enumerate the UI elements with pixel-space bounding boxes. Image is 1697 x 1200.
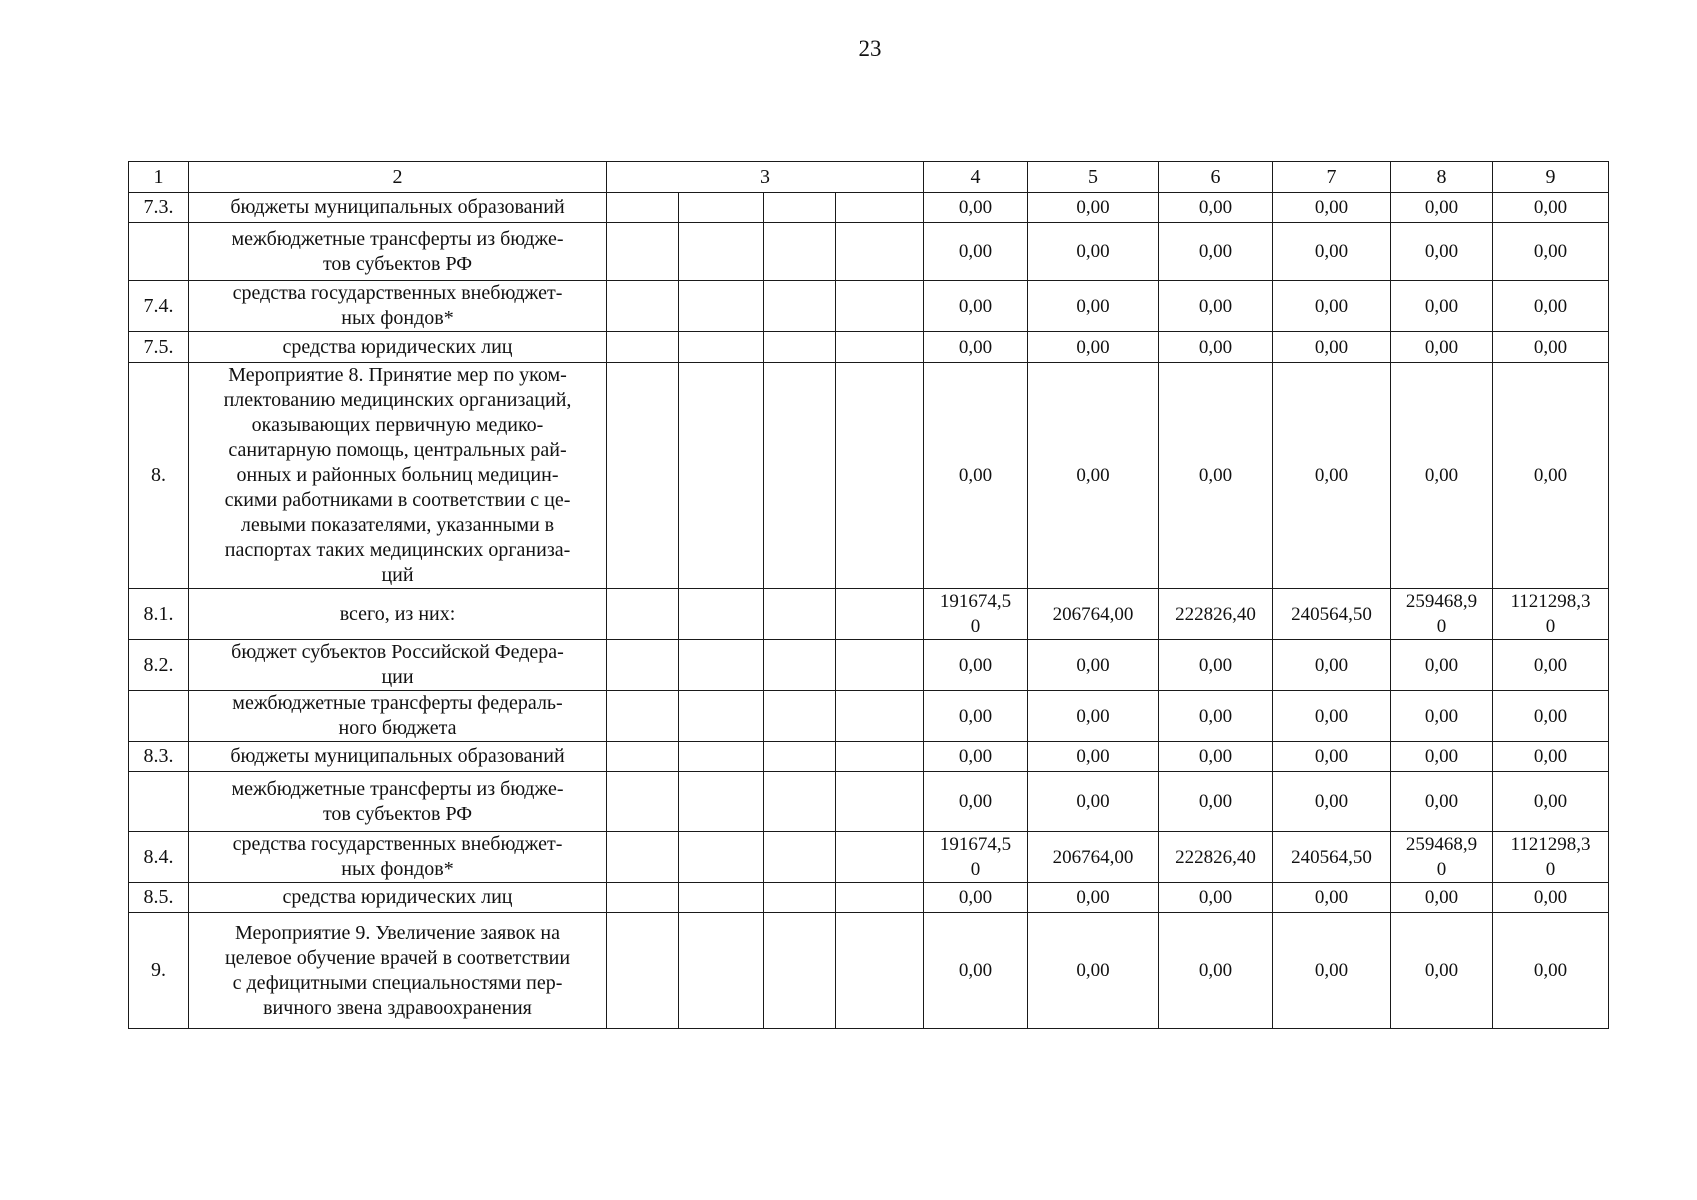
value-cell-col-7: 0,00 <box>1273 193 1391 223</box>
description-line: бюджеты муниципальных образований <box>230 745 565 767</box>
row-description-cell <box>189 193 607 223</box>
table-row <box>129 691 1609 742</box>
description-line: плектованию медицинских организаций, <box>223 389 572 411</box>
description-line: межбюджетные трансферты федераль- <box>232 692 563 714</box>
empty-subcell <box>607 883 679 913</box>
value-cell-col-6: 0,00 <box>1159 640 1273 691</box>
value-line: 0 <box>970 616 981 637</box>
description-line: тов субъектов РФ <box>322 252 473 275</box>
empty-subcell <box>836 332 924 363</box>
value-cell-col-8 <box>1391 589 1493 640</box>
empty-subcell <box>679 883 764 913</box>
value-cell-col-6: 0,00 <box>1159 883 1273 913</box>
empty-subcell <box>764 772 836 832</box>
description-line: оказывающих первичную медико- <box>251 414 544 436</box>
description-line: тов субъектов РФ <box>322 802 473 825</box>
empty-subcell <box>764 832 836 883</box>
value-cell-col-9 <box>1493 589 1609 640</box>
value-cell-col-5: 0,00 <box>1028 640 1159 691</box>
row-description-cell <box>189 691 607 742</box>
value-cell-col-9: 0,00 <box>1493 363 1609 589</box>
value-line: 0 <box>1545 616 1556 637</box>
value-cell-col-8: 0,00 <box>1391 742 1493 772</box>
table-row <box>129 913 1609 1029</box>
row-description-cell <box>189 742 607 772</box>
description-line: всего, из них: <box>339 602 456 625</box>
empty-subcell <box>679 193 764 223</box>
empty-subcell <box>679 913 764 1029</box>
table-row <box>129 223 1609 281</box>
empty-subcell <box>679 691 764 742</box>
row-number-cell: 8.2. <box>129 640 189 691</box>
empty-subcell <box>764 363 836 589</box>
empty-subcell <box>764 332 836 363</box>
value-cell-col-4: 0,00 <box>924 363 1028 589</box>
empty-subcell <box>764 691 836 742</box>
empty-subcell <box>836 193 924 223</box>
value-cell-col-5: 0,00 <box>1028 193 1159 223</box>
table-row <box>129 640 1609 691</box>
value-cell-col-6: 0,00 <box>1159 772 1273 832</box>
row-description-cell <box>189 883 607 913</box>
value-cell-col-6: 222826,40 <box>1159 589 1273 640</box>
row-number-cell <box>129 772 189 832</box>
empty-subcell <box>764 883 836 913</box>
value-cell-col-5: 0,00 <box>1028 772 1159 832</box>
row-description-cell <box>189 913 607 1029</box>
value-cell-col-4: 0,00 <box>924 883 1028 913</box>
empty-subcell <box>836 589 924 640</box>
description-line: межбюджетные трансферты из бюдже- <box>231 777 564 800</box>
value-cell-col-7: 0,00 <box>1273 913 1391 1029</box>
empty-subcell <box>836 883 924 913</box>
description-line: вичного звена здравоохранения <box>263 996 532 1019</box>
empty-subcell <box>607 742 679 772</box>
value-cell-col-4: 0,00 <box>924 193 1028 223</box>
value-cell-col-6: 0,00 <box>1159 742 1273 772</box>
value-cell-col-7: 0,00 <box>1273 281 1391 332</box>
value-cell-col-9: 0,00 <box>1493 913 1609 1029</box>
empty-subcell <box>607 913 679 1029</box>
description-line: ного бюджета <box>338 717 457 739</box>
value-cell-col-7: 0,00 <box>1273 363 1391 589</box>
value-cell-col-4: 0,00 <box>924 281 1028 332</box>
empty-subcell <box>836 691 924 742</box>
empty-subcell <box>836 742 924 772</box>
page-number: 23 <box>858 36 882 61</box>
row-description-cell <box>189 223 607 281</box>
value-cell-col-5: 0,00 <box>1028 281 1159 332</box>
empty-subcell <box>836 640 924 691</box>
table-body <box>129 193 1609 1029</box>
value-line: 1121298,3 <box>1510 591 1591 612</box>
header-cell: 6 <box>1159 162 1273 193</box>
table-row <box>129 589 1609 640</box>
value-cell-col-7: 0,00 <box>1273 223 1391 281</box>
value-cell-col-6: 0,00 <box>1159 691 1273 742</box>
empty-subcell <box>607 193 679 223</box>
value-line: 0 <box>1436 859 1447 880</box>
description-line: с дефицитными специальностями пер- <box>232 971 563 994</box>
value-line: 1121298,3 <box>1510 834 1591 855</box>
value-cell-col-8: 0,00 <box>1391 883 1493 913</box>
value-cell-col-6: 0,00 <box>1159 223 1273 281</box>
empty-subcell <box>607 772 679 832</box>
value-cell-col-9: 0,00 <box>1493 883 1609 913</box>
description-line: санитарную помощь, центральных рай- <box>228 439 567 461</box>
value-line: 191674,5 <box>939 834 1012 855</box>
empty-subcell <box>679 363 764 589</box>
empty-subcell <box>764 913 836 1029</box>
description-line: целевое обучение врачей в соответствии <box>224 946 571 969</box>
value-cell-col-4: 0,00 <box>924 691 1028 742</box>
table-row <box>129 332 1609 363</box>
empty-subcell <box>764 742 836 772</box>
empty-subcell <box>607 589 679 640</box>
row-number-cell: 8.4. <box>129 832 189 883</box>
value-cell-col-8: 0,00 <box>1391 772 1493 832</box>
table-row <box>129 772 1609 832</box>
value-cell-col-7: 0,00 <box>1273 742 1391 772</box>
row-description-cell <box>189 332 607 363</box>
row-number-cell <box>129 223 189 281</box>
empty-subcell <box>679 332 764 363</box>
value-line: 259468,9 <box>1405 591 1478 612</box>
empty-subcell <box>836 913 924 1029</box>
empty-subcell <box>679 742 764 772</box>
value-cell-col-7: 0,00 <box>1273 691 1391 742</box>
row-number-cell: 8.5. <box>129 883 189 913</box>
empty-subcell <box>836 223 924 281</box>
value-cell-col-5: 0,00 <box>1028 742 1159 772</box>
value-cell-col-4: 0,00 <box>924 742 1028 772</box>
table-row <box>129 832 1609 883</box>
empty-subcell <box>679 281 764 332</box>
row-number-cell: 9. <box>129 913 189 1029</box>
empty-subcell <box>679 772 764 832</box>
empty-subcell <box>836 772 924 832</box>
value-cell-col-9: 0,00 <box>1493 640 1609 691</box>
value-cell-col-7: 0,00 <box>1273 772 1391 832</box>
value-cell-col-4: 0,00 <box>924 223 1028 281</box>
value-cell-col-6: 222826,40 <box>1159 832 1273 883</box>
value-cell-col-9: 0,00 <box>1493 332 1609 363</box>
header-cell: 5 <box>1028 162 1159 193</box>
row-number-cell: 8.1. <box>129 589 189 640</box>
description-line: межбюджетные трансферты из бюдже- <box>231 227 564 250</box>
value-cell-col-7: 240564,50 <box>1273 589 1391 640</box>
empty-subcell <box>836 832 924 883</box>
row-description-cell <box>189 363 607 589</box>
value-cell-col-6: 0,00 <box>1159 281 1273 332</box>
empty-subcell <box>607 832 679 883</box>
row-number-cell: 7.4. <box>129 281 189 332</box>
description-line: средства государственных внебюджет- <box>232 833 563 855</box>
value-cell-col-8: 0,00 <box>1391 223 1493 281</box>
description-line: левыми показателями, указанными в <box>240 514 555 536</box>
value-cell-col-6: 0,00 <box>1159 363 1273 589</box>
empty-subcell <box>607 640 679 691</box>
value-cell-col-8: 0,00 <box>1391 193 1493 223</box>
budget-table <box>128 161 1609 1029</box>
header-cell: 8 <box>1391 162 1493 193</box>
description-line: средства государственных внебюджет- <box>232 282 563 304</box>
description-line: паспортах таких медицинских организа- <box>224 539 571 561</box>
value-cell-col-8: 0,00 <box>1391 363 1493 589</box>
empty-subcell <box>679 223 764 281</box>
description-line: ций <box>381 564 414 586</box>
value-cell-col-9: 0,00 <box>1493 281 1609 332</box>
value-cell-col-5: 0,00 <box>1028 913 1159 1029</box>
header-cell: 1 <box>129 162 189 193</box>
description-line: бюджет субъектов Российской Федера- <box>231 641 564 663</box>
empty-subcell <box>836 363 924 589</box>
header-cell: 3 <box>607 162 924 193</box>
table-row <box>129 281 1609 332</box>
empty-subcell <box>607 332 679 363</box>
value-line: 0 <box>1545 859 1556 880</box>
value-cell-col-4: 0,00 <box>924 772 1028 832</box>
row-description-cell <box>189 281 607 332</box>
row-description-cell <box>189 832 607 883</box>
table-row <box>129 742 1609 772</box>
value-cell-col-9: 0,00 <box>1493 223 1609 281</box>
row-description-cell <box>189 589 607 640</box>
description-line: ных фондов* <box>341 307 454 329</box>
value-cell-col-9: 0,00 <box>1493 742 1609 772</box>
header-cell: 7 <box>1273 162 1391 193</box>
row-number-cell <box>129 691 189 742</box>
value-cell-col-7: 240564,50 <box>1273 832 1391 883</box>
header-cell: 2 <box>189 162 607 193</box>
description-line: бюджеты муниципальных образований <box>230 196 565 218</box>
empty-subcell <box>679 640 764 691</box>
value-cell-col-5: 0,00 <box>1028 363 1159 589</box>
empty-subcell <box>764 589 836 640</box>
value-cell-col-6: 0,00 <box>1159 193 1273 223</box>
value-cell-col-7: 0,00 <box>1273 883 1391 913</box>
empty-subcell <box>607 691 679 742</box>
value-cell-col-4: 0,00 <box>924 332 1028 363</box>
header-cell: 9 <box>1493 162 1609 193</box>
empty-subcell <box>764 281 836 332</box>
value-cell-col-9: 0,00 <box>1493 691 1609 742</box>
value-cell-col-8: 0,00 <box>1391 640 1493 691</box>
empty-subcell <box>679 832 764 883</box>
value-cell-col-4: 0,00 <box>924 640 1028 691</box>
description-line: ции <box>381 666 414 688</box>
value-cell-col-8: 0,00 <box>1391 913 1493 1029</box>
value-cell-col-5: 0,00 <box>1028 691 1159 742</box>
description-line: онных и районных больниц медицин- <box>236 464 559 486</box>
value-line: 0 <box>970 859 981 880</box>
value-cell-col-7: 0,00 <box>1273 640 1391 691</box>
value-cell-col-4: 0,00 <box>924 913 1028 1029</box>
description-line: средства юридических лиц <box>282 335 513 358</box>
empty-subcell <box>836 281 924 332</box>
value-line: 259468,9 <box>1405 834 1478 855</box>
empty-subcell <box>607 281 679 332</box>
row-description-cell <box>189 772 607 832</box>
table-row <box>129 363 1609 589</box>
value-line: 191674,5 <box>939 591 1012 612</box>
value-cell-col-5: 206764,00 <box>1028 589 1159 640</box>
description-line: Мероприятие 8. Принятие мер по уком- <box>228 364 567 386</box>
empty-subcell <box>764 640 836 691</box>
table-header-row <box>129 162 1609 193</box>
description-line: ных фондов* <box>341 858 454 880</box>
empty-subcell <box>764 193 836 223</box>
empty-subcell <box>607 363 679 589</box>
value-cell-col-5: 206764,00 <box>1028 832 1159 883</box>
value-cell-col-9: 0,00 <box>1493 772 1609 832</box>
value-cell-col-9: 0,00 <box>1493 193 1609 223</box>
value-cell-col-5: 0,00 <box>1028 332 1159 363</box>
row-number-cell: 7.5. <box>129 332 189 363</box>
header-cell: 4 <box>924 162 1028 193</box>
value-cell-col-6: 0,00 <box>1159 332 1273 363</box>
value-cell-col-5: 0,00 <box>1028 883 1159 913</box>
empty-subcell <box>607 223 679 281</box>
value-line: 0 <box>1436 616 1447 637</box>
value-cell-col-8 <box>1391 832 1493 883</box>
value-cell-col-7: 0,00 <box>1273 332 1391 363</box>
row-description-cell <box>189 640 607 691</box>
table-row <box>129 193 1609 223</box>
table-row <box>129 883 1609 913</box>
description-line: средства юридических лиц <box>282 886 513 908</box>
value-cell-col-4 <box>924 589 1028 640</box>
value-cell-col-6: 0,00 <box>1159 913 1273 1029</box>
value-cell-col-5: 0,00 <box>1028 223 1159 281</box>
empty-subcell <box>679 589 764 640</box>
row-number-cell: 8. <box>129 363 189 589</box>
value-cell-col-8: 0,00 <box>1391 332 1493 363</box>
description-line: Мероприятие 9. Увеличение заявок на <box>235 921 560 944</box>
value-cell-col-4 <box>924 832 1028 883</box>
description-line: скими работниками в соответствии с це- <box>224 489 571 511</box>
value-cell-col-8: 0,00 <box>1391 691 1493 742</box>
empty-subcell <box>764 223 836 281</box>
row-number-cell: 8.3. <box>129 742 189 772</box>
value-cell-col-9 <box>1493 832 1609 883</box>
row-number-cell: 7.3. <box>129 193 189 223</box>
value-cell-col-8: 0,00 <box>1391 281 1493 332</box>
